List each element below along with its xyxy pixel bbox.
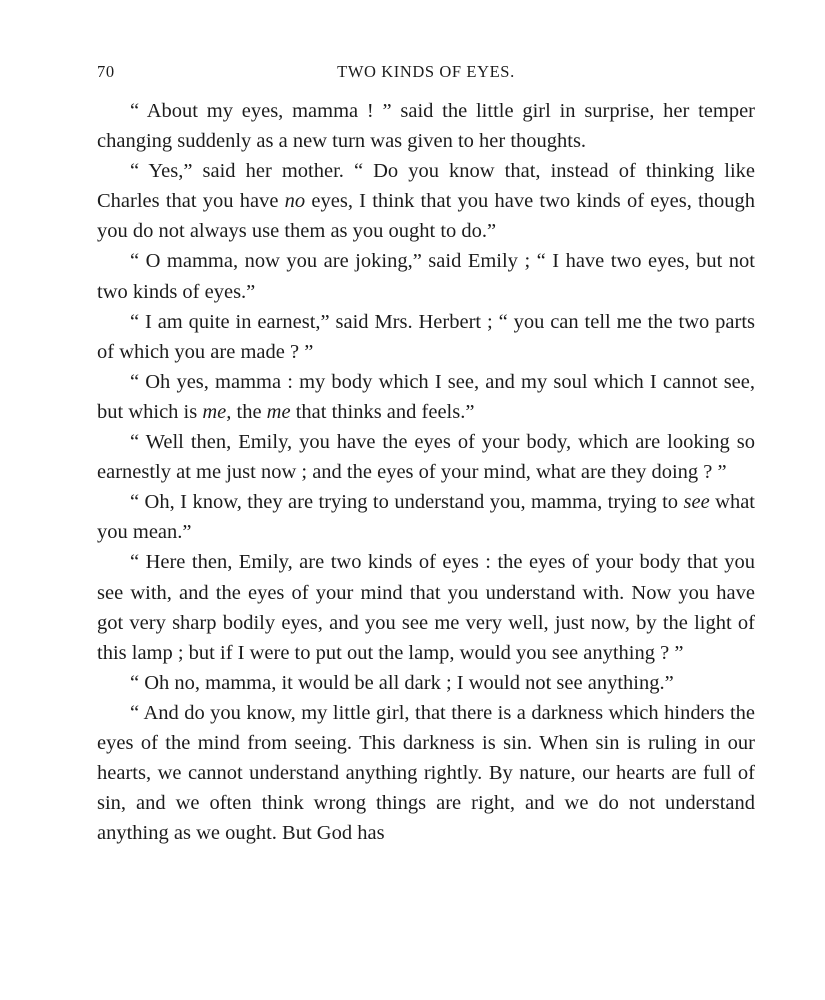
text-run: “ Yes,” said her mother. “ Do you know that, instead of thinking like Charles that you have bbox=[97, 160, 755, 213]
book-page bbox=[97, 58, 755, 848]
running-head: TWO KINDS OF EYES. bbox=[337, 62, 515, 81]
paragraph bbox=[97, 156, 755, 246]
text-run: eyes, I think that you have two kinds of eyes, though you do not always use them as you ought to do.” bbox=[97, 190, 755, 243]
italic-text: me, bbox=[202, 400, 232, 423]
paragraph bbox=[97, 307, 755, 367]
paragraph bbox=[97, 698, 755, 848]
text-run: “ Here then, Emily, are two kinds of eyes : the eyes of your body that you see with, and the eyes of your mind that you understand with. Now you have got very sharp bodily eyes, and you see me very well, just now, by the light of this lamp ; but if I were to put out the lamp, would you see anything ? ” bbox=[97, 551, 755, 664]
text-run: “ Oh no, mamma, it would be all dark ; I would not see anything.” bbox=[130, 671, 674, 694]
text-run: “ I am quite in earnest,” said Mrs. Herbert ; “ you can tell me the two parts of which you are made ? ” bbox=[97, 310, 755, 363]
text-run: “ Oh, I know, they are trying to understand you, mamma, trying to bbox=[130, 491, 684, 514]
italic-text: me bbox=[266, 400, 291, 423]
text-run: “ And do you know, my little girl, that there is a darkness which hinders the eyes of the mind from seeing. This darkness is sin. When sin is ruling in our hearts, we cannot understand anything rightly. By nature, our hearts are full of sin, and we often think wrong things are right, and we do not understand anything as we ought. But God has bbox=[97, 701, 755, 845]
text-run: that thinks and feels.” bbox=[290, 400, 475, 423]
paragraph bbox=[97, 547, 755, 667]
text-run: “ Well then, Emily, you have the eyes of your body, which are looking so earnestly at me just now ; and the eyes of your mind, what are they doing ? ” bbox=[97, 431, 755, 484]
paragraph bbox=[97, 96, 755, 156]
page-header bbox=[97, 58, 755, 88]
paragraph bbox=[97, 246, 755, 306]
page-number: 70 bbox=[97, 62, 115, 81]
paragraph bbox=[97, 427, 755, 487]
text-run: what you mean.” bbox=[97, 491, 755, 544]
paragraph bbox=[97, 487, 755, 547]
text-run: “ Oh yes, mamma : my body which I see, and my soul which I cannot see, but which is bbox=[97, 370, 755, 423]
text-run: the bbox=[231, 400, 267, 423]
body-text bbox=[97, 96, 755, 848]
paragraph bbox=[97, 668, 755, 698]
paragraph bbox=[97, 367, 755, 427]
text-run: “ About my eyes, mamma ! ” said the little girl in surprise, her temper changing suddenly as a new turn was given to her thoughts. bbox=[97, 100, 755, 153]
text-run: “ O mamma, now you are joking,” said Emily ; “ I have two eyes, but not two kinds of eyes.” bbox=[97, 250, 755, 303]
italic-text: see bbox=[683, 491, 710, 514]
italic-text: no bbox=[284, 190, 306, 213]
